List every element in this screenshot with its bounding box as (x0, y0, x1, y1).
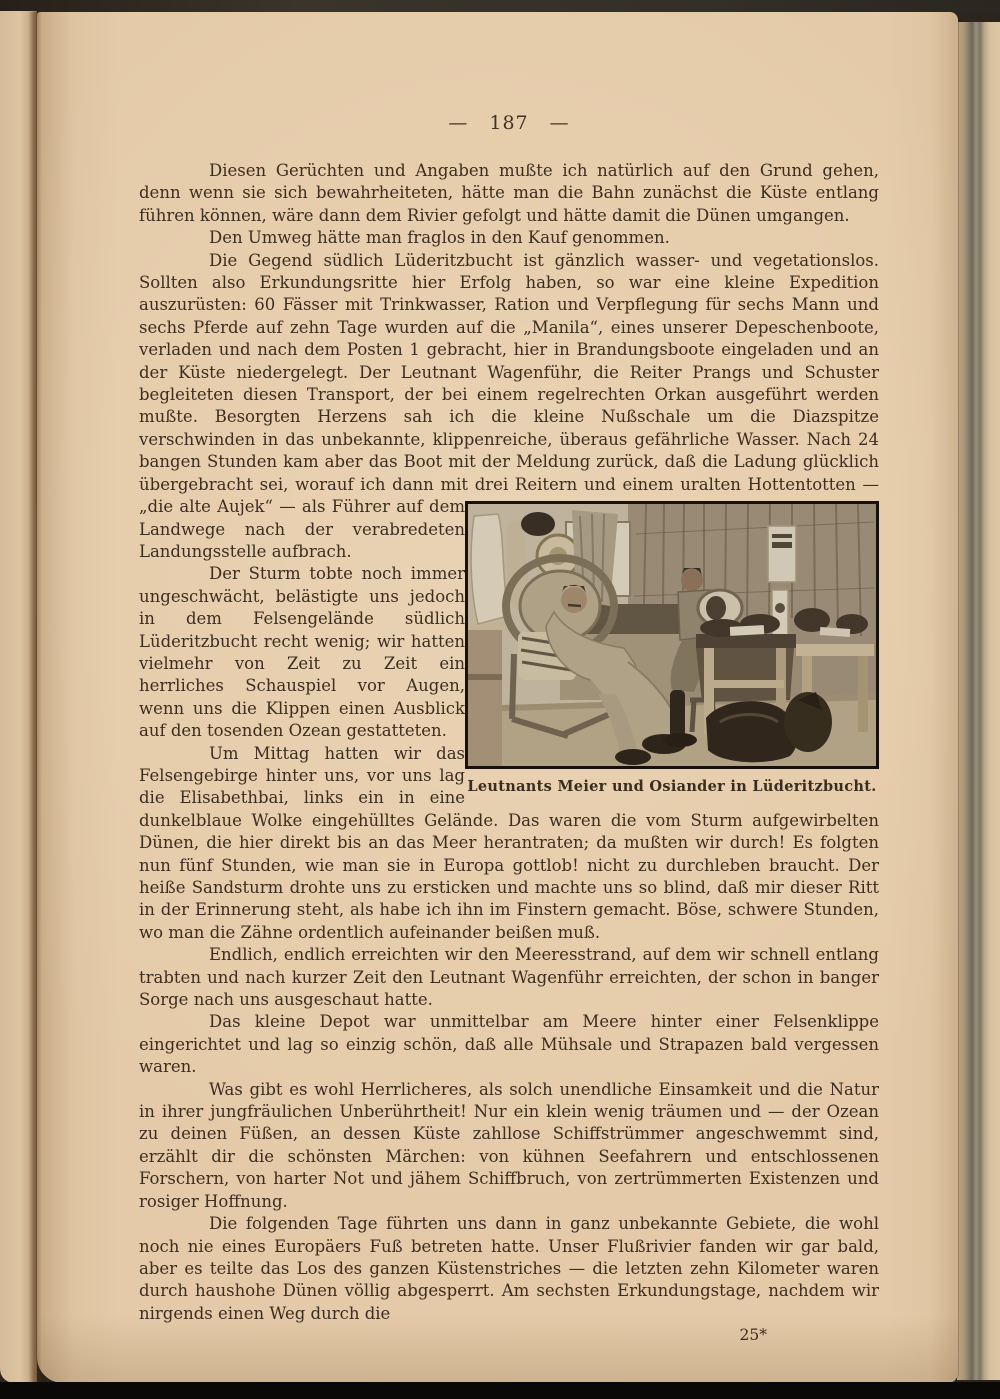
photo-caption: Leutnants Meier und Osiander in Lüderitzbucht. (467, 778, 877, 796)
paragraph-5: Um Mittag hatten wir das Felsengebirge hinter uns, vor uns lag die Elisabethbai, links ein in eine dunkelblaue Wolke eingehülltes Gelände. Das waren die vom Sturm aufgewirbelten Dünen, die hier direkt bis an das Meer herantraten; da mußten wir durch! Es folgten nun fünf Stunden, wie man sie in Europa gottlob! nicht zu durchleben braucht. Der heiße Sandsturm drohte uns zu ersticken und machte uns so blind, daß mir dieser Ritt in der Erinnerung steht, als habe ich ihn im Finstern gemacht. Böse, schwere Stunden, wo man die Zähne ordentlich aufeinander beißen muß. (139, 743, 879, 942)
paragraph-1: Diesen Gerüchten und Angaben mußte ich natürlich auf den Grund gehen, denn wenn sie sich bewahrheiteten, hätte man die Bahn zunächst die Küste entlang führen können, wäre dann dem Rivier gefolgt und hätte damit die Dünen umgangen. (139, 161, 879, 225)
paragraph-4: Der Sturm tobte noch immer ungeschwächt, belästigte uns jedoch in dem Felsengelände südlich Lüderitzbucht recht wenig; wir hatten vielmehr von Zeit zu Zeit ein herrliches Schauspiel vor Augen, wenn uns die Klippen einen Ausblick auf den tosenden Ozean gestatteten. (139, 564, 465, 741)
paragraph-9: Die folgenden Tage führten uns dann in ganz unbekannte Gebiete, die wohl noch nie eines Europäers Fuß betreten hatte. Unser Flußrivier fanden wir gar bald, aber es teilte das Los des ganzen Küstenstriches — die letzten zehn Kilometer waren durch haushohe Dünen völlig abgesperrt. Am sechsten Erkundungstage, nachdem wir nirgends einen Weg durch die (139, 1214, 879, 1323)
signature-mark: 25* (739, 1326, 767, 1345)
photo-halftone (465, 501, 879, 769)
page-number: — 187 — (448, 112, 570, 134)
stacked-page-edges (957, 22, 1000, 1380)
paragraph-3-after-figure: „die alte Aujek“ — als Führer auf dem Landwege nach der verabredeten Landungsstelle aufbrach. (139, 497, 465, 561)
paragraph-2: Den Umweg hätte man fraglos in den Kauf genommen. (209, 228, 670, 248)
paragraph-8: Was gibt es wohl Herrlicheres, als solch unendliche Einsamkeit und die Natur in ihrer jungfräulichen Unberührtheit! Nur ein klein wenig träumen und — der Ozean zu deinen Füßen, an dessen Küste zahllose Schiffstrümmer angeschwemmt sind, erzählt dir die schönsten Märchen: von kühnen Seefahrern und entschlossenen Forschern, von harter Not und jähem Schiffbruch, von zertrümmerten Existenzen und rosiger Hoffnung. (139, 1079, 879, 1211)
page-content (139, 112, 879, 1344)
paragraph-6: Endlich, endlich erreichten wir den Meeresstrand, auf dem wir schnell entlang trabten und nach kurzer Zeit den Leutnant Wagenführ erreichten, der schon in banger Sorge nach uns ausgeschaut hatte. (139, 945, 879, 1010)
paragraph-7: Das kleine Depot war unmittelbar am Meere hinter einer Felsenklippe eingerichtet und lag so einzig schön, daß alle Mühsale und Strapazen bald vergessen waren. (139, 1012, 879, 1077)
book-page (37, 12, 958, 1383)
paragraph-3-before-figure: Die Gegend südlich Lüderitzbucht ist gänzlich wasser- und vegetationslos. Sollten also Erkundungsritte hier Erfolg haben, so war eine kleine Expedition auszurüsten: 60 Fässer mit Trinkwasser, Ration und Verpflegung für sechs Mann und sechs Pferde auf zehn Tage wurden auf die „Manila“, eines unserer Depeschenboote, verladen und nach dem Posten 1 gebracht, hier in Brandungsboote eingeladen und an der Küste niedergelegt. Der Leutnant Wagenführ, die Reiter Prangs und Schuster begleiteten diesen Transport, der bei einem regelrechten Orkan ausgeführt werden mußte. Besorgten Herzens sah ich die kleine Nußschale um die Diazspitze verschwinden in das unbekannte, klippenreiche, überaus gefährliche Wasser. Nach 24 bangen Stunden kam aber das Boot mit der Meldung zurück, daß die Ladung glücklich übergebracht sei, worauf ich dann mit drei Reitern und einem uralten Hottentotten — (139, 250, 879, 494)
gutter-crease (28, 12, 42, 1383)
scan-bottom-edge (0, 1382, 1000, 1399)
photo-figure (465, 501, 879, 795)
photo-illustration (468, 504, 876, 766)
